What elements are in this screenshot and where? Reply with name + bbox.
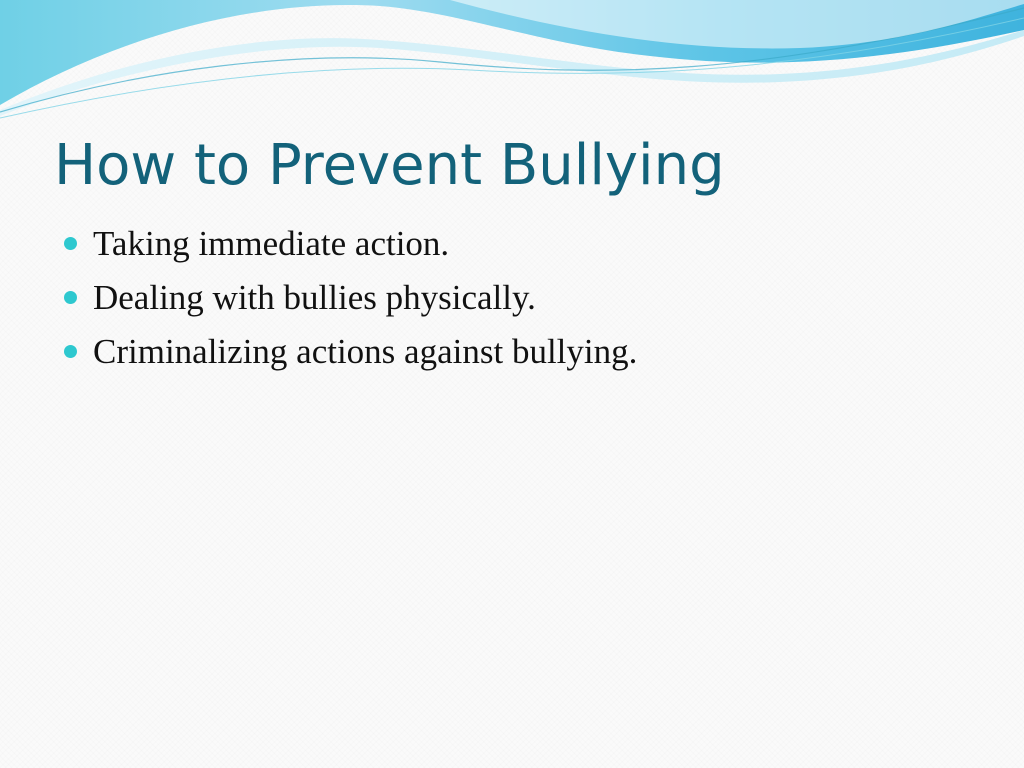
header-wave-decoration — [0, 0, 1024, 130]
bullet-item — [64, 276, 984, 330]
bullet-item — [64, 330, 984, 384]
bullet-text: Taking immediate action. — [93, 224, 450, 263]
bullet-dot-icon — [64, 291, 77, 304]
bullet-list — [64, 222, 984, 384]
bullet-dot-icon — [64, 237, 77, 250]
bullet-text: Criminalizing actions against bullying. — [93, 332, 638, 371]
bullet-text: Dealing with bullies physically. — [93, 278, 536, 317]
bullet-dot-icon — [64, 345, 77, 358]
slide-title: How to Prevent Bullying — [54, 133, 725, 198]
bullet-item — [64, 222, 984, 276]
